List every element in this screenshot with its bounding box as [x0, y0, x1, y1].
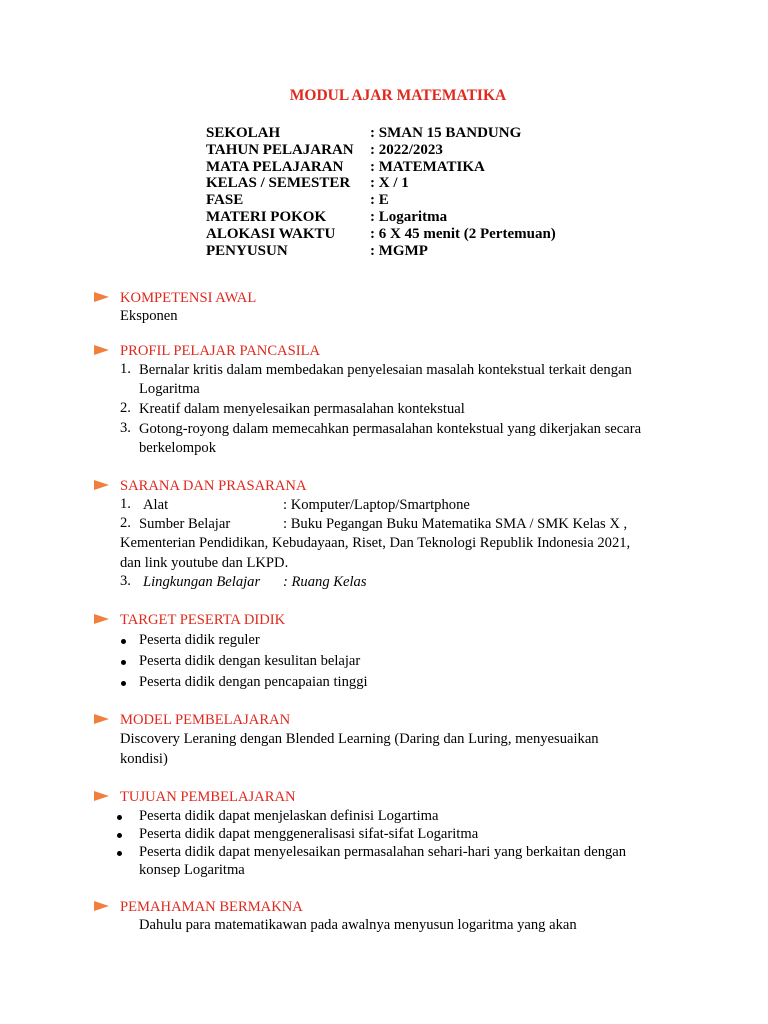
kompetensi-text: Eksponen: [120, 308, 178, 324]
model-text-cont: kondisi): [120, 751, 168, 767]
info-value: : SMAN 15 BANDUNG: [370, 125, 522, 141]
list-number: 1.: [120, 361, 131, 377]
list-item: Peserta didik dengan kesulitan belajar: [139, 653, 361, 669]
info-row-penyusun: [206, 243, 556, 260]
info-table: [206, 125, 556, 259]
info-value: : 6 X 45 menit (2 Pertemuan): [370, 225, 556, 242]
section-sarana: [0, 476, 768, 590]
section-heading: [0, 288, 768, 308]
section-heading: [0, 476, 768, 496]
list-item: Gotong-royong dalam memecahkan permasalahan kontekstual yang dikerjakan secara: [139, 421, 642, 437]
section-title: MODEL PEMBELAJARAN: [120, 712, 291, 728]
list-number: 3.: [120, 573, 131, 589]
section-model: [0, 710, 768, 767]
bullet-icon: [121, 681, 126, 686]
list-number: 2.: [120, 400, 131, 416]
arrow-icon: [94, 791, 109, 801]
section-heading: [0, 341, 768, 361]
list-number: 1.: [120, 496, 131, 512]
info-value: : MATEMATIKA: [370, 158, 485, 175]
pemahaman-text: Dahulu para matematikawan pada awalnya menyusun logaritma yang akan: [139, 917, 577, 933]
info-label: SEKOLAH: [206, 125, 281, 141]
list-item: Kreatif dalam menyelesaikan permasalahan kontekstual: [139, 401, 465, 417]
info-row-mapel: [206, 159, 556, 176]
section-title: PROFIL PELAJAR PANCASILA: [120, 343, 321, 359]
section-target: [0, 610, 768, 690]
section-heading: [0, 787, 768, 807]
info-label: MATERI POKOK: [206, 208, 327, 225]
sarana-label: Lingkungan Belajar: [143, 574, 261, 590]
list-number: 2.: [120, 515, 131, 531]
list-item: Peserta didik dengan pencapaian tinggi: [139, 674, 368, 690]
sarana-cont: dan link youtube dan LKPD.: [120, 555, 289, 571]
section-pemahaman: [0, 897, 768, 933]
list-item: Peserta didik reguler: [139, 632, 260, 648]
list-item-cont: Logaritma: [139, 381, 200, 397]
list-number: 3.: [120, 420, 131, 436]
sarana-label: Alat: [143, 497, 169, 513]
sarana-label: Sumber Belajar: [139, 516, 231, 532]
section-heading: [0, 610, 768, 630]
info-value: : Logaritma: [370, 208, 448, 225]
list-item: Peserta didik dapat menyelesaikan permasalahan sehari-hari yang berkaitan dengan: [139, 844, 627, 860]
info-row-materi: [206, 209, 556, 226]
info-row-kelas: [206, 175, 556, 192]
info-label: KELAS / SEMESTER: [206, 175, 351, 192]
bullet-icon: [117, 851, 122, 856]
arrow-icon: [94, 480, 109, 490]
info-label: FASE: [206, 192, 244, 209]
sarana-value: : Ruang Kelas: [283, 574, 367, 590]
info-label: TAHUN PELAJARAN: [206, 141, 354, 158]
info-row-fase: [206, 192, 556, 209]
arrow-icon: [94, 345, 109, 355]
model-text: Discovery Leraning dengan Blended Learning (Daring dan Luring, menyesuaikan: [120, 731, 599, 747]
info-value: : 2022/2023: [370, 141, 443, 158]
list-item: Peserta didik dapat menggeneralisasi sifat-sifat Logaritma: [139, 826, 479, 842]
arrow-icon: [94, 714, 109, 724]
sarana-value: : Buku Pegangan Buku Matematika SMA / SMK Kelas X ,: [283, 516, 628, 532]
info-label: PENYUSUN: [206, 242, 288, 259]
list-item: Bernalar kritis dalam membedakan penyelesaian masalah kontekstual terkait dengan: [139, 362, 632, 378]
info-row-alokasi: [206, 226, 556, 243]
section-title: TARGET PESERTA DIDIK: [120, 612, 286, 628]
section-kompetensi: [0, 288, 768, 324]
bullet-icon: [121, 639, 126, 644]
info-value: : MGMP: [370, 242, 428, 259]
bullet-icon: [117, 815, 122, 820]
section-tujuan: [0, 787, 768, 878]
info-value: : E: [370, 192, 389, 209]
section-title: TUJUAN PEMBELAJARAN: [120, 789, 296, 805]
arrow-icon: [94, 292, 109, 302]
info-row-sekolah: [206, 125, 556, 142]
page-title: MODUL AJAR MATEMATIKA: [289, 87, 507, 104]
section-title: PEMAHAMAN BERMAKNA: [120, 899, 303, 915]
section-title: KOMPETENSI AWAL: [120, 290, 257, 306]
section-heading: [0, 710, 768, 730]
info-row-tahun: [206, 142, 556, 159]
list-item-cont: konsep Logaritma: [139, 862, 245, 878]
list-item-cont: berkelompok: [139, 440, 217, 456]
section-heading: [0, 897, 768, 917]
bullet-icon: [121, 660, 126, 665]
info-value: : X / 1: [370, 175, 409, 192]
sarana-cont: Kementerian Pendidikan, Kebudayaan, Riset, Dan Teknologi Republik Indonesia 2021,: [120, 535, 631, 551]
sarana-value: : Komputer/Laptop/Smartphone: [283, 497, 470, 513]
section-title: SARANA DAN PRASARANA: [120, 478, 307, 494]
bullet-icon: [117, 833, 122, 838]
info-label: ALOKASI WAKTU: [206, 225, 336, 242]
list-item: Peserta didik dapat menjelaskan definisi Logartima: [139, 808, 439, 824]
info-label: MATA PELAJARAN: [206, 158, 344, 175]
arrow-icon: [94, 614, 109, 624]
arrow-icon: [94, 901, 109, 911]
section-profil: [0, 341, 768, 456]
